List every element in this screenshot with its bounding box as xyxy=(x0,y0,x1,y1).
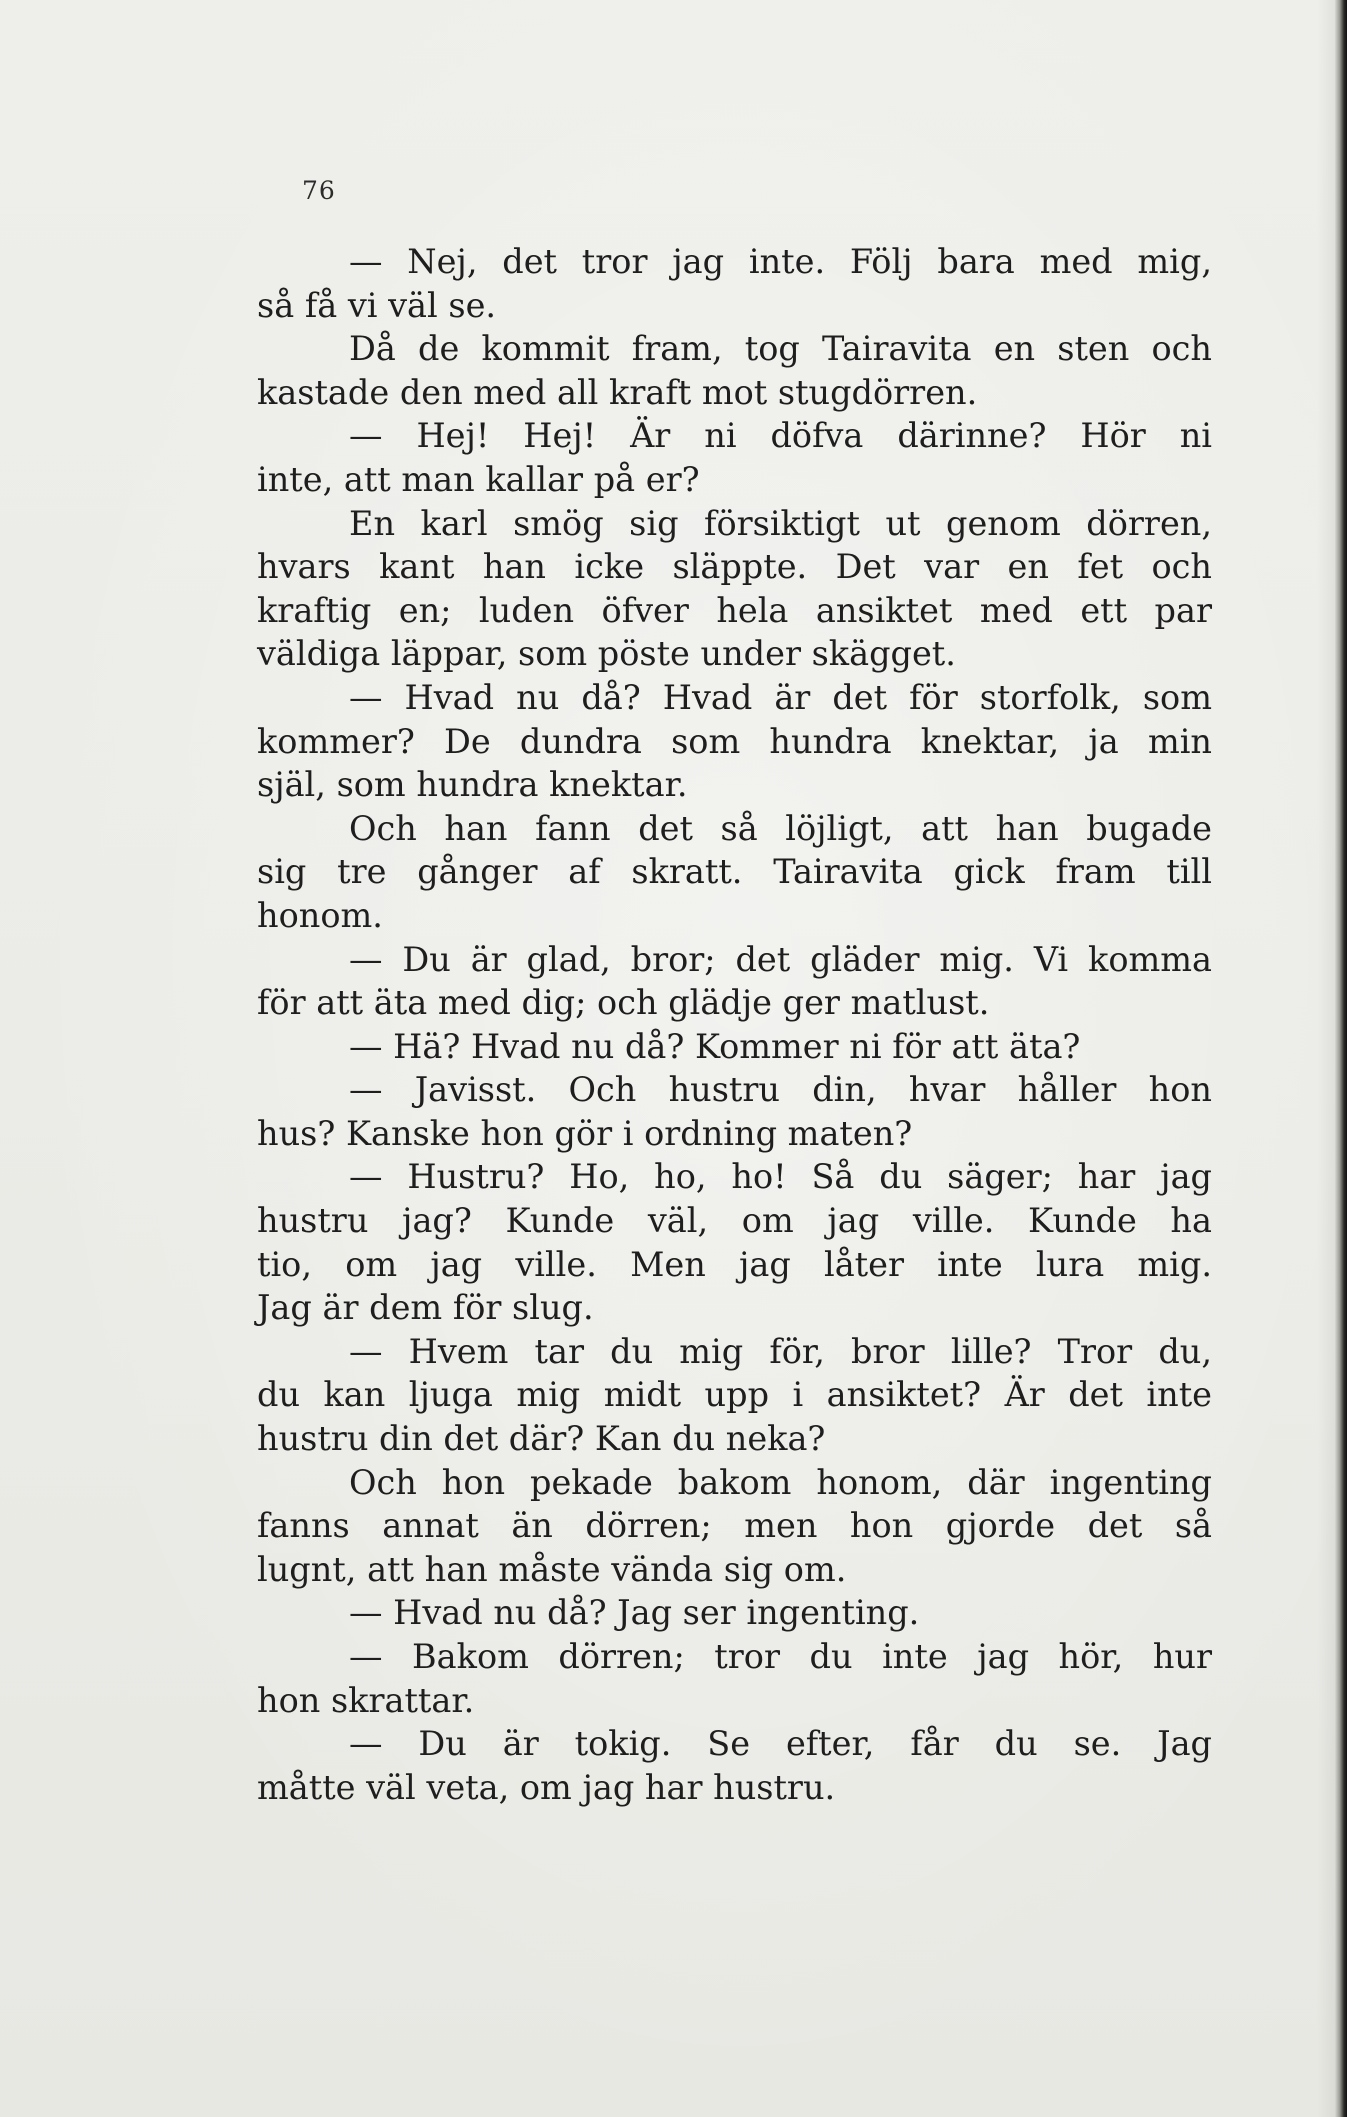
text-line: fanns annat än dörren; men hon gjorde det så xyxy=(257,1506,1212,1546)
text-line: — Hvad nu då? Jag ser ingenting. xyxy=(349,1593,920,1633)
text-line: hon skrattar. xyxy=(257,1680,475,1720)
text-line: hus? Kanske hon gör i ordning maten? xyxy=(257,1113,913,1153)
text-line: hustru din det där? Kan du neka? xyxy=(257,1419,826,1459)
text-line: måtte väl veta, om jag har hustru. xyxy=(257,1767,836,1807)
text-line: för att äta med dig; och glädje ger matlust. xyxy=(257,983,990,1023)
text-line: honom. xyxy=(257,895,383,935)
text-line: själ, som hundra knektar. xyxy=(257,765,688,805)
text-line: Då de kommit fram, tog Tairavita en sten och xyxy=(349,329,1212,369)
body-text xyxy=(257,240,1212,1809)
text-line: — Hvad nu då? Hvad är det för storfolk, som xyxy=(349,677,1212,717)
page-edge xyxy=(1335,0,1347,2117)
text-line: sig tre gånger af skratt. Tairavita gick fram till xyxy=(257,852,1212,892)
text-line: En karl smög sig försiktigt ut genom dörren, xyxy=(349,503,1212,543)
text-line: — Hvem tar du mig för, bror lille? Tror du, xyxy=(349,1331,1212,1371)
text-line: hvars kant han icke släppte. Det var en fet och xyxy=(257,547,1212,587)
text-line: — Hustru? Ho, ho, ho! Så du säger; har jag xyxy=(349,1157,1212,1197)
text-line: — Hä? Hvad nu då? Kommer ni för att äta? xyxy=(349,1026,1081,1066)
text-line: — Du är glad, bror; det gläder mig. Vi komma xyxy=(349,939,1212,979)
text-line: väldiga läppar, som pöste under skägget. xyxy=(257,634,956,674)
text-line: Och han fann det så löjligt, att han bugade xyxy=(349,808,1212,848)
page-number: 76 xyxy=(302,176,336,205)
page-edge-shadow xyxy=(1317,0,1335,2117)
text-line: du kan ljuga mig midt upp i ansiktet? Är det inte xyxy=(257,1375,1212,1415)
text-line: inte, att man kallar på er? xyxy=(257,459,700,499)
text-line: kastade den med all kraft mot stugdörren. xyxy=(257,372,978,412)
text-line: Och hon pekade bakom honom, där ingenting xyxy=(349,1462,1212,1502)
text-line: tio, om jag ville. Men jag låter inte lura mig. xyxy=(257,1244,1212,1284)
text-line: — Du är tokig. Se efter, får du se. Jag xyxy=(349,1724,1212,1764)
text-line: lugnt, att han måste vända sig om. xyxy=(257,1549,847,1589)
text-line: kommer? De dundra som hundra knektar, ja min xyxy=(257,721,1212,761)
text-line: — Nej, det tror jag inte. Följ bara med mig, xyxy=(349,242,1212,281)
text-line: hustru jag? Kunde väl, om jag ville. Kunde ha xyxy=(257,1201,1212,1241)
text-line: — Javisst. Och hustru din, hvar håller hon xyxy=(349,1070,1212,1110)
text-line: kraftig en; luden öfver hela ansiktet med ett par xyxy=(257,590,1212,630)
text-line: — Bakom dörren; tror du inte jag hör, hur xyxy=(349,1637,1212,1676)
text-line: — Hej! Hej! Är ni döfva därinne? Hör ni xyxy=(349,416,1212,456)
text-line: så få vi väl se. xyxy=(257,285,497,325)
text-line: Jag är dem för slug. xyxy=(257,1288,594,1328)
